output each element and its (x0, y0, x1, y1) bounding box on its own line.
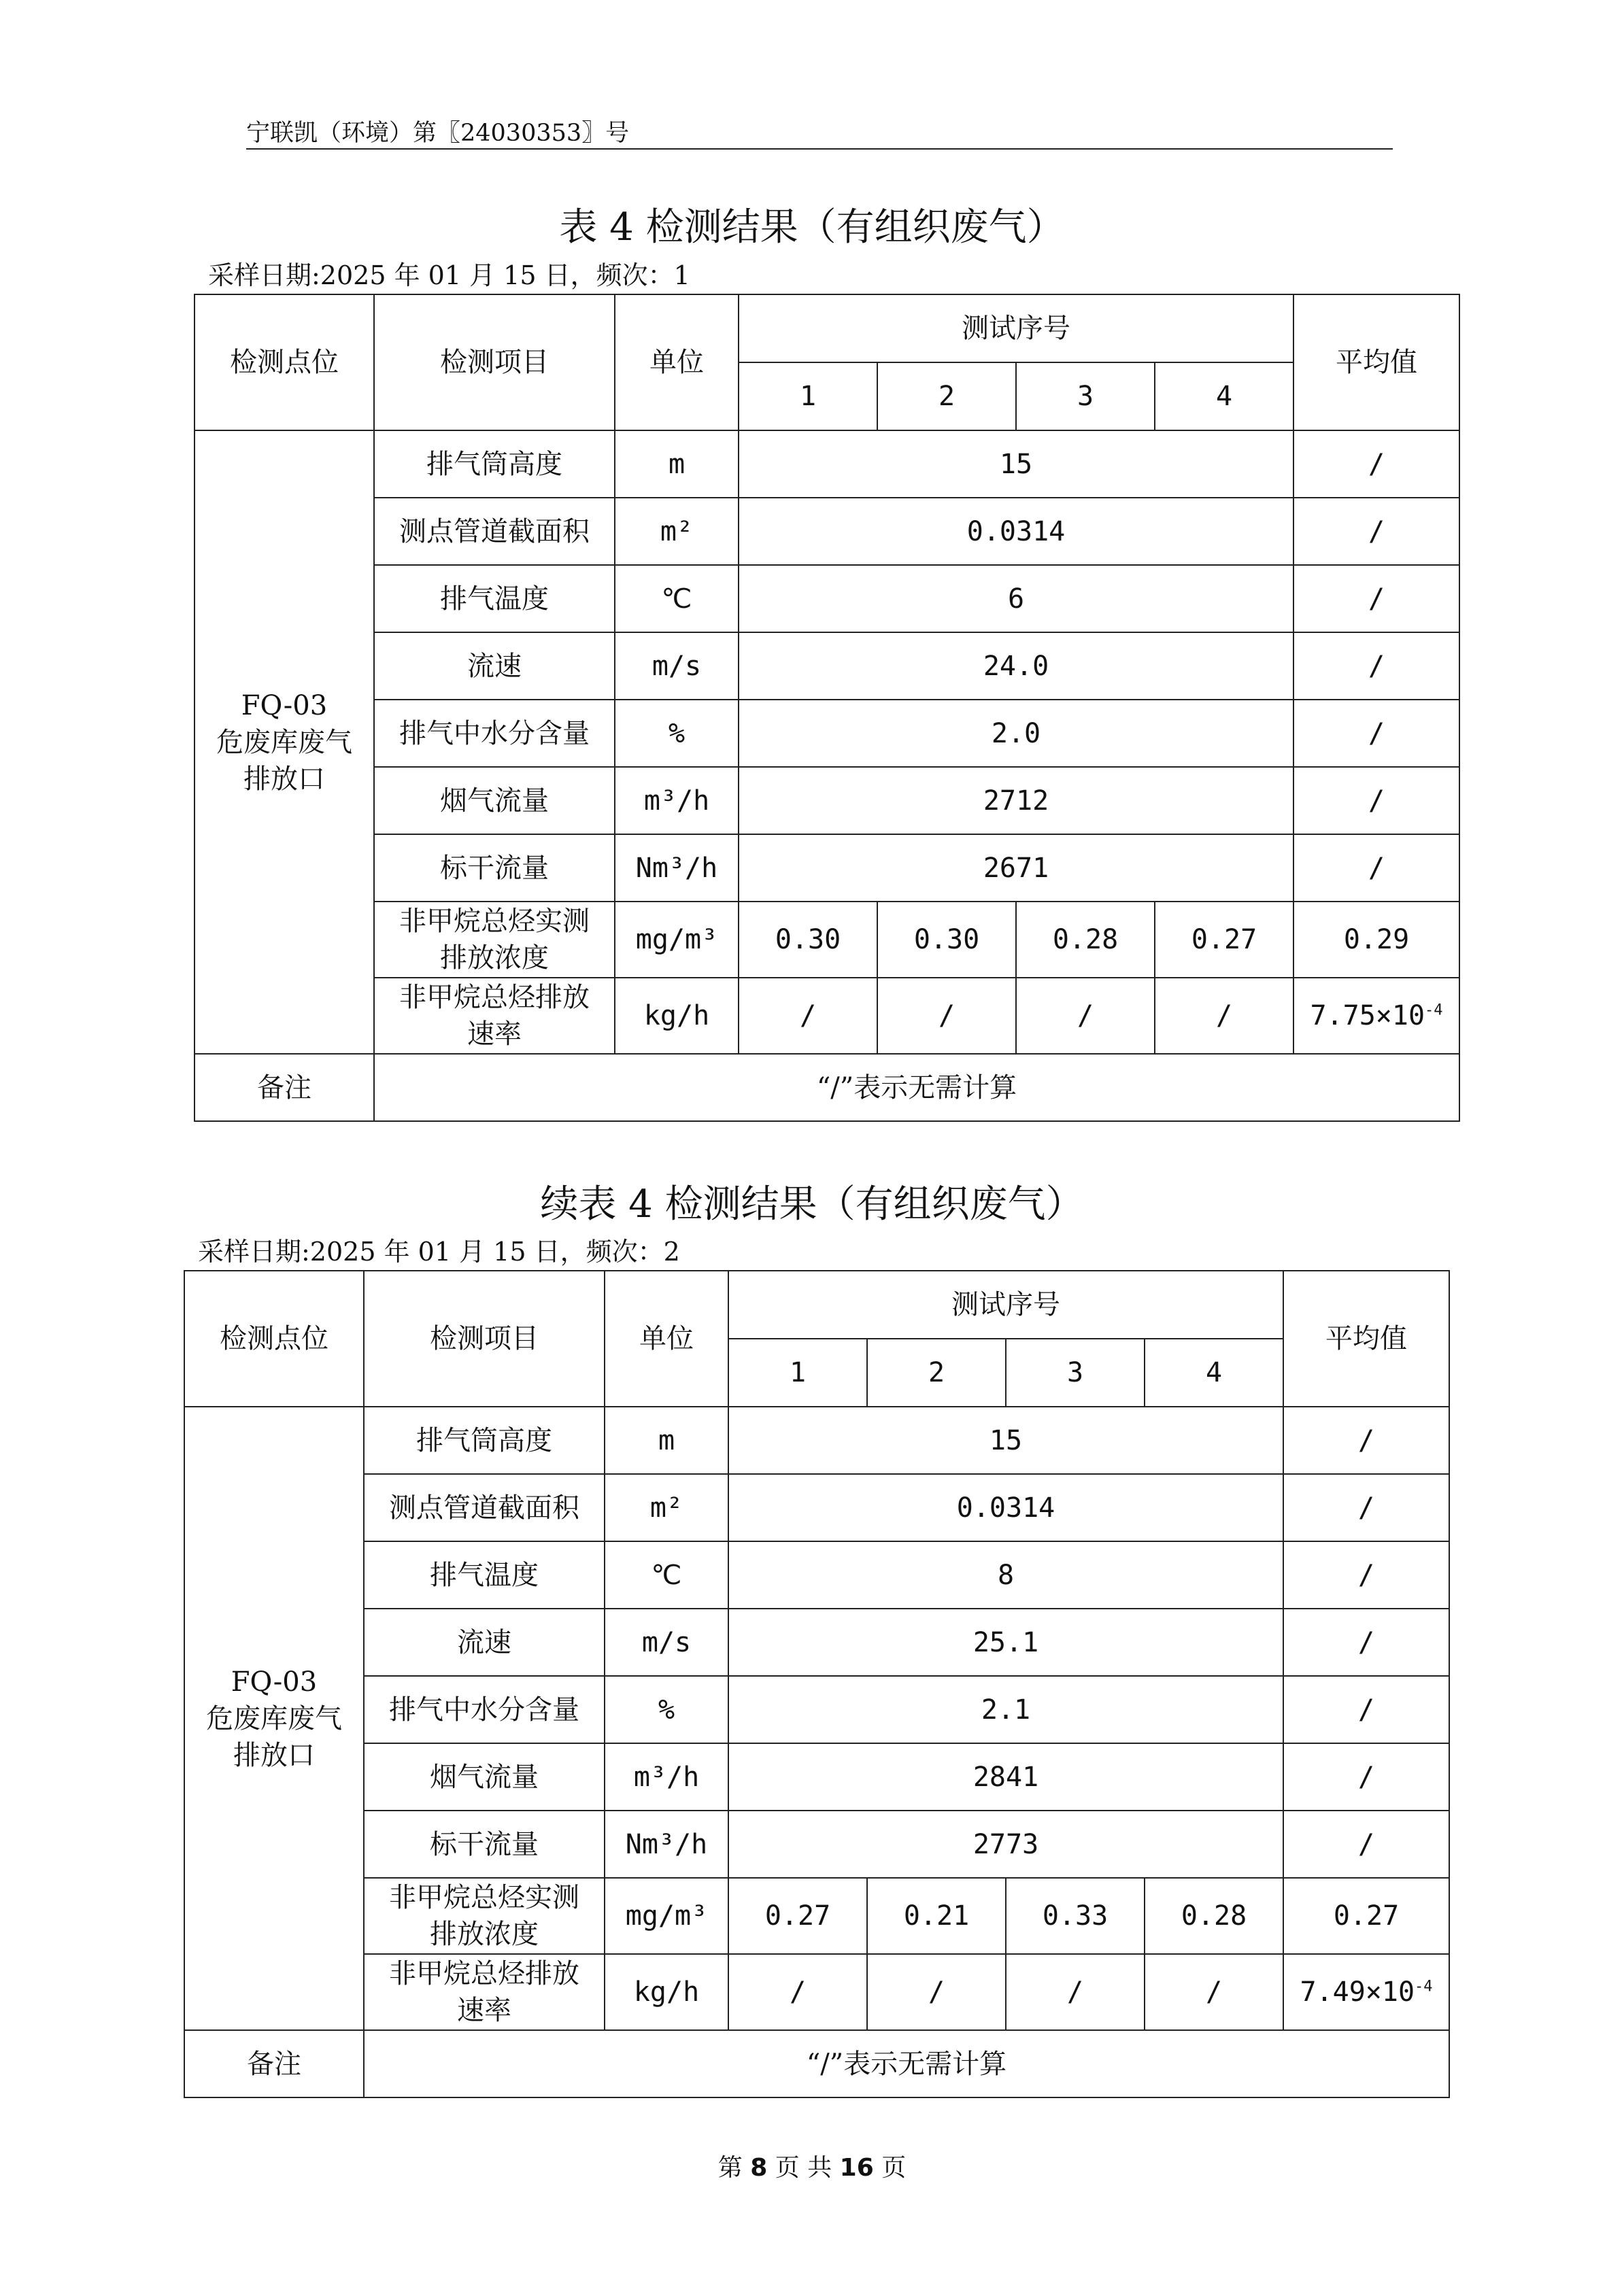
col-header-location: 检测点位 (194, 294, 374, 430)
location-code: FQ-03 (231, 1666, 318, 1698)
unit-cell: m/s (605, 1609, 728, 1676)
unit-cell: ℃ (605, 1541, 728, 1609)
table-1-sample-info: 采样日期:2025 年 01 月 15 日，频次：1 (208, 260, 690, 290)
footer-total-pages: 16 (839, 2154, 874, 2182)
average-cell: / (1283, 1743, 1449, 1811)
value-cell-1: 0.27 (728, 1878, 867, 1954)
item-cell: 流速 (374, 632, 615, 700)
average-cell: 0.27 (1283, 1878, 1449, 1954)
value-cell: 2671 (739, 834, 1293, 902)
location-cell (184, 1407, 364, 2030)
value-cell-4: 0.27 (1155, 902, 1293, 978)
value-cell: 6 (739, 565, 1293, 632)
col-header-seq-3: 3 (1006, 1339, 1145, 1407)
value-cell-4: 0.28 (1145, 1878, 1283, 1954)
col-header-test-seq: 测试序号 (739, 294, 1293, 362)
average-cell: / (1293, 767, 1459, 834)
col-header-test-seq: 测试序号 (728, 1271, 1283, 1339)
value-cell-2: 0.21 (867, 1878, 1006, 1954)
unit-cell: m² (605, 1474, 728, 1541)
item-line-2: 排放浓度 (430, 1919, 539, 1950)
value-cell: 15 (739, 430, 1293, 498)
item-cell: 烟气流量 (364, 1743, 605, 1811)
col-header-seq-1: 1 (728, 1339, 867, 1407)
value-cell-4: / (1155, 978, 1293, 1054)
location-cell (194, 430, 374, 1054)
col-header-seq-1: 1 (739, 362, 877, 430)
col-header-seq-4: 4 (1145, 1339, 1283, 1407)
item-cell (364, 1878, 605, 1954)
results-table-2 (184, 1270, 1450, 2098)
value-cell-1: 0.30 (739, 902, 877, 978)
item-cell: 排气筒高度 (374, 430, 615, 498)
unit-cell: mg/m³ (605, 1878, 728, 1954)
table-1-title: 表 4 检测结果（有组织废气） (559, 205, 1065, 250)
unit-cell: mg/m³ (615, 902, 739, 978)
unit-cell: m³/h (605, 1743, 728, 1811)
value-cell: 8 (728, 1541, 1283, 1609)
unit-cell: % (605, 1676, 728, 1743)
item-cell (374, 902, 615, 978)
col-header-seq-4: 4 (1155, 362, 1293, 430)
average-cell: / (1283, 1541, 1449, 1609)
item-cell: 排气中水分含量 (374, 700, 615, 767)
item-line-2: 速率 (467, 1018, 522, 1050)
unit-cell: Nm³/h (615, 834, 739, 902)
value-cell-2: / (867, 1954, 1006, 2030)
value-cell: 0.0314 (728, 1474, 1283, 1541)
unit-cell: Nm³/h (605, 1811, 728, 1878)
average-cell: / (1293, 565, 1459, 632)
col-header-item: 检测项目 (374, 294, 615, 430)
value-cell: 0.0314 (739, 498, 1293, 565)
average-cell: / (1283, 1609, 1449, 1676)
value-cell-3: 0.33 (1006, 1878, 1145, 1954)
average-cell: / (1293, 430, 1459, 498)
location-name: 危废库废气 (216, 726, 352, 758)
item-cell: 排气中水分含量 (364, 1676, 605, 1743)
col-header-seq-2: 2 (867, 1339, 1006, 1407)
footer-prefix: 第 (717, 2154, 743, 2182)
item-line-1: 非甲烷总烃排放 (389, 1958, 579, 1989)
value-cell: 25.1 (728, 1609, 1283, 1676)
remark-label: 备注 (184, 2030, 364, 2097)
value-cell-3: 0.28 (1016, 902, 1155, 978)
average-cell: 0.29 (1293, 902, 1459, 978)
col-header-unit: 单位 (615, 294, 739, 430)
footer-suffix: 页 (881, 2154, 907, 2182)
item-line-2: 排放浓度 (440, 942, 549, 974)
average-cell: / (1283, 1474, 1449, 1541)
item-cell: 排气筒高度 (364, 1407, 605, 1474)
value-cell-3: / (1016, 978, 1155, 1054)
header-divider (246, 148, 1393, 150)
report-number-header: 宁联凯（环境）第〖24030353〗号 (246, 120, 630, 147)
item-cell: 排气温度 (374, 565, 615, 632)
item-line-1: 非甲烷总烃实测 (399, 906, 590, 937)
value-cell-3: / (1006, 1954, 1145, 2030)
unit-cell: kg/h (605, 1954, 728, 2030)
item-cell: 测点管道截面积 (374, 498, 615, 565)
footer-middle: 页 共 (775, 2154, 832, 2182)
unit-cell: ℃ (615, 565, 739, 632)
unit-cell: m (615, 430, 739, 498)
value-cell-4: / (1145, 1954, 1283, 2030)
item-cell: 测点管道截面积 (364, 1474, 605, 1541)
unit-cell: m (605, 1407, 728, 1474)
average-cell: / (1283, 1811, 1449, 1878)
col-header-seq-3: 3 (1016, 362, 1155, 430)
col-header-average: 平均值 (1283, 1271, 1449, 1407)
page-footer (0, 2148, 1624, 2183)
item-cell: 标干流量 (364, 1811, 605, 1878)
value-cell: 2712 (739, 767, 1293, 834)
average-cell (1283, 1954, 1449, 2030)
item-line-2: 速率 (457, 1995, 511, 2026)
average-base: 7.49×10 (1300, 1976, 1415, 2008)
unit-cell: m² (615, 498, 739, 565)
location-outlet: 排放口 (243, 763, 325, 795)
value-cell: 2841 (728, 1743, 1283, 1811)
value-cell: 2773 (728, 1811, 1283, 1878)
table-2-sample-info: 采样日期:2025 年 01 月 15 日，频次：2 (198, 1237, 680, 1267)
value-cell: 15 (728, 1407, 1283, 1474)
average-cell: / (1293, 498, 1459, 565)
location-outlet: 排放口 (233, 1739, 315, 1771)
location-name: 危废库废气 (206, 1702, 342, 1734)
average-cell: / (1293, 700, 1459, 767)
remark-label: 备注 (194, 1054, 374, 1121)
item-cell: 标干流量 (374, 834, 615, 902)
average-exponent: -4 (1415, 1978, 1433, 1995)
average-cell (1293, 978, 1459, 1054)
remark-text: “/”表示无需计算 (364, 2030, 1449, 2097)
location-code: FQ-03 (241, 689, 328, 721)
item-cell (364, 1954, 605, 2030)
average-cell: / (1283, 1407, 1449, 1474)
value-cell: 2.0 (739, 700, 1293, 767)
average-exponent: -4 (1425, 1001, 1443, 1019)
item-line-1: 非甲烷总烃实测 (389, 1882, 579, 1913)
item-cell: 排气温度 (364, 1541, 605, 1609)
results-table-1 (194, 294, 1460, 1122)
unit-cell: kg/h (615, 978, 739, 1054)
remark-text: “/”表示无需计算 (374, 1054, 1459, 1121)
value-cell: 24.0 (739, 632, 1293, 700)
item-cell (374, 978, 615, 1054)
average-base: 7.75×10 (1310, 1000, 1425, 1031)
col-header-item: 检测项目 (364, 1271, 605, 1407)
value-cell-2: / (877, 978, 1016, 1054)
unit-cell: % (615, 700, 739, 767)
value-cell-2: 0.30 (877, 902, 1016, 978)
value-cell-1: / (739, 978, 877, 1054)
item-line-1: 非甲烷总烃排放 (399, 982, 590, 1013)
col-header-seq-2: 2 (877, 362, 1016, 430)
table-2-title: 续表 4 检测结果（有组织废气） (540, 1182, 1084, 1227)
unit-cell: m/s (615, 632, 739, 700)
value-cell-1: / (728, 1954, 867, 2030)
average-cell: / (1293, 632, 1459, 700)
col-header-location: 检测点位 (184, 1271, 364, 1407)
average-cell: / (1293, 834, 1459, 902)
footer-page-number: 8 (750, 2154, 768, 2182)
unit-cell: m³/h (615, 767, 739, 834)
value-cell: 2.1 (728, 1676, 1283, 1743)
col-header-average: 平均值 (1293, 294, 1459, 430)
col-header-unit: 单位 (605, 1271, 728, 1407)
average-cell: / (1283, 1676, 1449, 1743)
item-cell: 烟气流量 (374, 767, 615, 834)
item-cell: 流速 (364, 1609, 605, 1676)
